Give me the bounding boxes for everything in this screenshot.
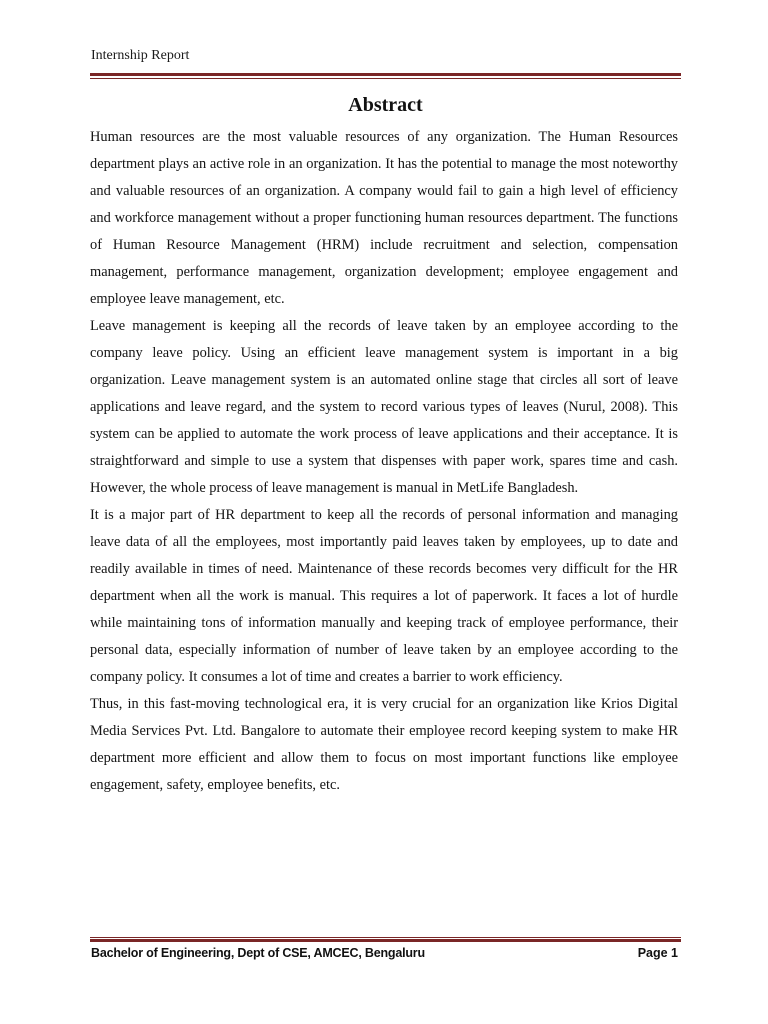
footer-divider-thick <box>90 939 681 942</box>
paragraph-3: It is a major part of HR department to keep all the records of personal information and managing leave data of all the employees, most importantly paid leaves taken by employees, up to date and readily available in times of need. Maintenance of these records becomes very difficult for the HR department when all the work is manual. This requires a lot of paperwork. It faces a lot of hurdle while maintaining tons of information manually and keeping track of employee performance, their personal data, especially information of number of leave taken by an employee according to the company policy. It consumes a lot of time and creates a barrier to work efficiency. <box>90 507 678 685</box>
abstract-body <box>90 124 678 799</box>
page-title: Abstract <box>348 94 423 116</box>
running-header: Internship Report <box>91 48 190 63</box>
header-divider <box>90 73 681 79</box>
header-divider-thick <box>90 73 681 76</box>
header-divider-thin <box>90 78 681 79</box>
footer-department: Bachelor of Engineering, Dept of CSE, AMCEC, Bengaluru <box>91 946 425 960</box>
paragraph-4: Thus, in this fast-moving technological era, it is very crucial for an organization like Krios Digital Media Services Pvt. Ltd. Bangalore to automate their employee record keeping system to make HR department more efficient and allow them to focus on most important functions like employee engagement, safety, employee benefits, etc. <box>90 696 678 793</box>
paragraph-1: Human resources are the most valuable resources of any organization. The Human Resources department plays an active role in an organization. It has the potential to manage the most noteworthy and valuable resources of an organization. A company would fail to gain a high level of efficiency and workforce management without a proper functioning human resources department. The functions of Human Resource Management (HRM) include recruitment and selection, compensation management, performance management, organization development; employee engagement and employee leave management, etc. <box>90 129 678 307</box>
footer-divider-thin <box>90 937 681 938</box>
paragraph-2: Leave management is keeping all the records of leave taken by an employee according to the company leave policy. Using an efficient leave management system is important in a big organization. Leave management system is an automated online stage that circles all sort of leave applications and leave regard, and the system to record various types of leaves (Nurul, 2008). This system can be applied to automate the work process of leave applications and their acceptance. It is straightforward and simple to use a system that dispenses with paper work, spares time and cash. However, the whole process of leave management is manual in MetLife Bangladesh. <box>90 318 678 496</box>
page-number: Page 1 <box>637 946 678 960</box>
footer-divider <box>90 937 681 943</box>
